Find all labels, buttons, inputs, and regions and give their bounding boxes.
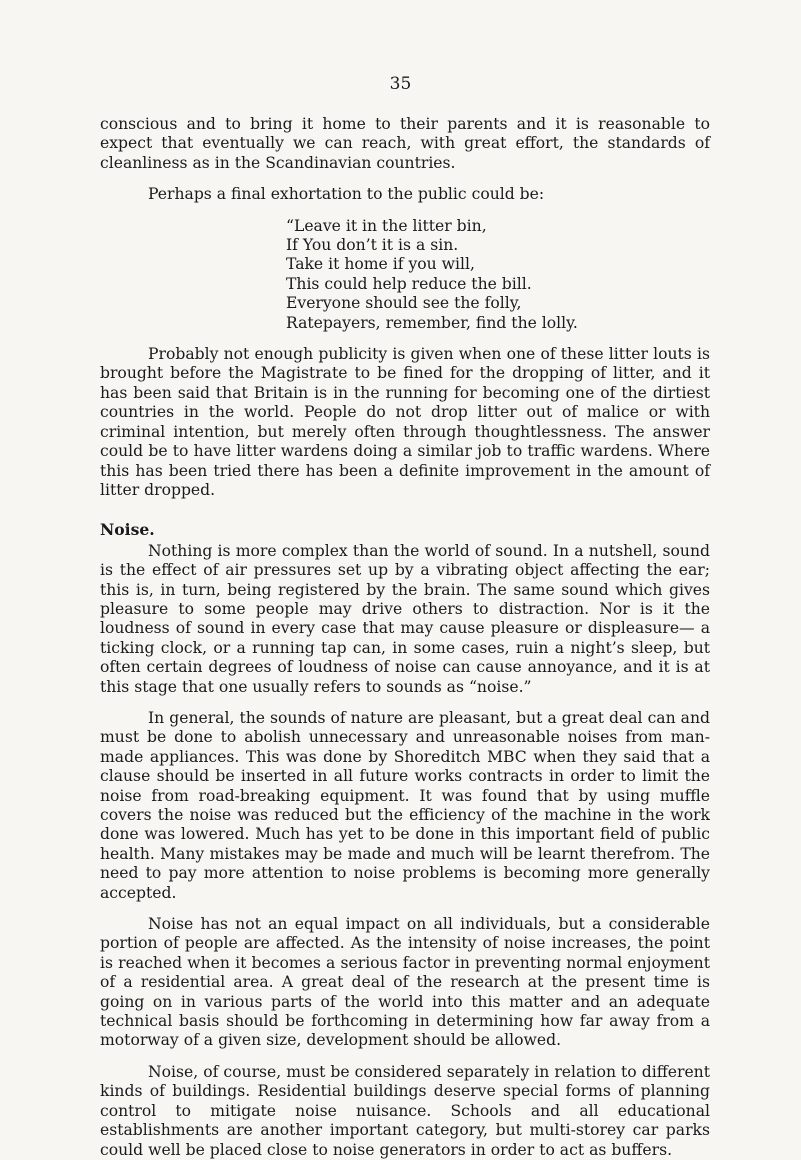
paragraph-noise-buildings: Noise, of course, must be considered separately in relation to different kinds of buildings. Residential buildings deserve special forms of planning control to mitigate noise nuisance. Schools and all educational establishments are another important category, but multi-storey car parks could well be placed close to noise generators in order to act as buffers.: [100, 1062, 710, 1159]
paragraph-litter-publicity: Probably not enough publicity is given when one of these litter louts is brought before the Magistrate to be fined for the dropping of litter, and it has been said that Britain is in the running for becoming one of the dirtiest countries in the world. People do not drop litter out of malice or with criminal intention, but merely often through thoughtlessness. The answer could be to have litter wardens doing a similar job to traffic wardens. Where this has been tried there has been a definite improvement in the amount of litter dropped.: [100, 345, 710, 499]
verse-line: “Leave it in the litter bin,: [286, 216, 487, 235]
verse-line: Everyone should see the folly,: [286, 294, 522, 313]
page-body: [100, 115, 710, 1160]
verse-line: Ratepayers, remember, find the lolly.: [286, 313, 578, 332]
verse-line: Take it home if you will,: [286, 255, 475, 274]
paragraph-noise-impact: Noise has not an equal impact on all individuals, but a considerable portion of people are affected. As the intensity of noise increases, the point is reached when it becomes a serious factor in preventing normal enjoyment of a residential area. A great deal of the research at the present time is going on in various parts of the world into this matter and an adequate technical basis should be forthcoming in determining how far away from a motorway of a given size, development should be allowed.: [100, 915, 710, 1050]
verse-line: This could help reduce the bill.: [286, 274, 532, 293]
paragraph-exhortation-intro: Perhaps a final exhortation to the public could be:: [148, 185, 545, 204]
paragraph-noise-nature: In general, the sounds of nature are pleasant, but a great deal can and must be done to abolish unnecessary and unreasonable noises from man-made appliances. This was done by Shoreditch MBC when they said that a clause should be inserted in all future works contracts in order to limit the noise from road-breaking equipment. It was found that by using muffle covers the noise was reduced but the efficiency of the machine in the work done was lowered. Much has yet to be done in this important field of public health. Many mistakes may be made and much will be learnt therefrom. The need to pay more attention to noise problems is becoming more generally accepted.: [100, 708, 710, 902]
section-heading-noise: Noise.: [100, 520, 155, 540]
paragraph-cleanliness-continued: conscious and to bring it home to their parents and it is reasonable to expect that eventually we can reach, with great effort, the standards of cleanliness as in the Scandinavian countries.: [100, 115, 710, 172]
litter-verse: [286, 217, 710, 333]
paragraph-noise-complexity: Nothing is more complex than the world of sound. In a nutshell, sound is the effect of air pressures set up by a vibrating object affecting the ear; this is, in turn, being registered by the brain. The same sound which gives pleasure to some people may drive others to distraction. Nor is it the loudness of sound in every case that may cause pleasure or displeasure— a ticking clock, or a running tap can, in some cases, ruin a night’s sleep, but often certain degrees of loudness of noise can cause annoyance, and it is at this stage that one usually refers to sounds as “noise.”: [100, 541, 710, 696]
verse-line: If You don’t it is a sin.: [286, 236, 459, 255]
page-number: 35: [389, 74, 412, 94]
